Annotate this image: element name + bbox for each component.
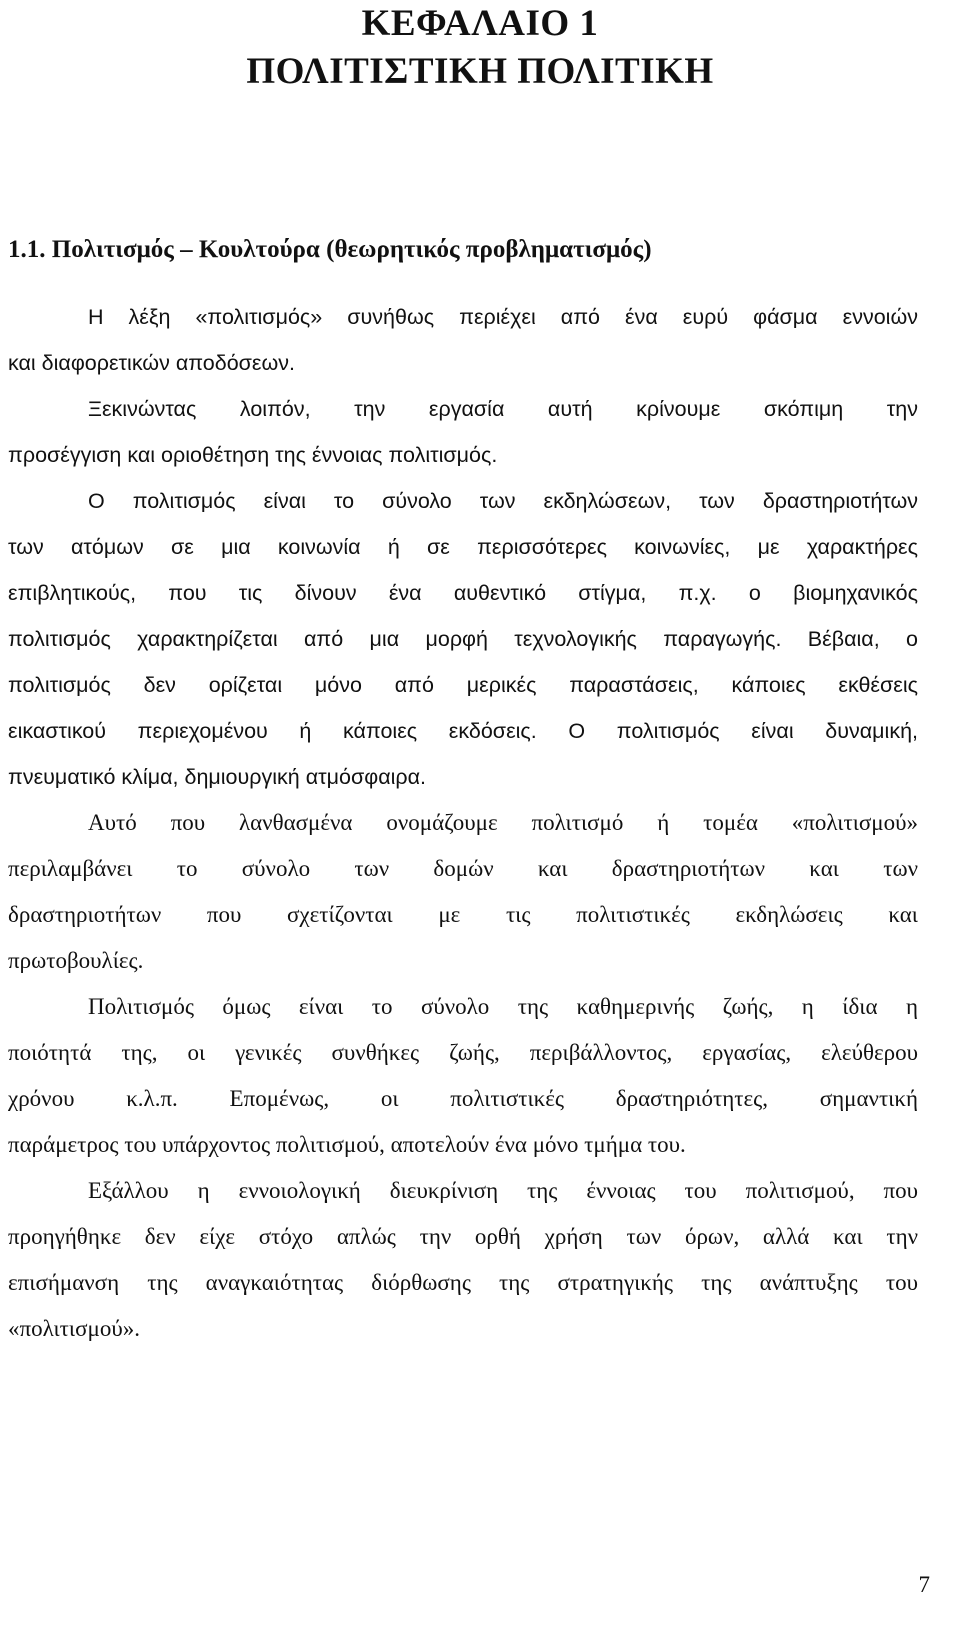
- paragraph-2: [8, 386, 918, 478]
- paragraph-line: προσέγγιση και οριοθέτηση της έννοιας πολιτισμός.: [8, 443, 498, 467]
- paragraph-line: πνευματικό κλίμα, δημιουργική ατμόσφαιρα.: [8, 765, 427, 789]
- paragraph-line: «πολιτισμού».: [8, 1316, 140, 1341]
- page-number: 7: [918, 1572, 930, 1597]
- paragraph-line: Πολιτισμός όμως είναι το σύνολο της καθημερινής ζωής, η ίδια η: [88, 994, 918, 1019]
- paragraph-line: Ο πολιτισμός είναι το σύνολο των εκδηλώσεων, των δραστηριοτήτων: [88, 489, 918, 513]
- paragraph-line: περιλαμβάνει το σύνολο των δομών και δραστηριοτήτων και των: [8, 856, 918, 881]
- paragraph-6: [8, 1168, 918, 1352]
- paragraph-line: εικαστικού περιεχομένου ή κάποιες εκδόσεις. Ο πολιτισμός είναι δυναμική,: [8, 719, 918, 743]
- paragraph-line: προηγήθηκε δεν είχε στόχο απλώς την ορθή χρήση των όρων, αλλά και την: [8, 1224, 918, 1249]
- paragraph-line: Η λέξη «πολιτισμός» συνήθως περιέχει από ένα ευρύ φάσμα εννοιών: [88, 305, 918, 329]
- paragraph-5: [8, 984, 918, 1168]
- paragraph-line: Αυτό που λανθασμένα ονομάζουμε πολιτισμό ή τομέα «πολιτισμού»: [88, 810, 918, 835]
- section-title: 1.1. Πολιτισμός – Κουλτούρα (θεωρητικός προβληματισμός): [8, 236, 652, 263]
- paragraph-line: των ατόμων σε μια κοινωνία ή σε περισσότερες κοινωνίες, με χαρακτήρες: [8, 535, 918, 559]
- paragraph-line: χρόνου κ.λ.π. Επομένως, οι πολιτιστικές δραστηριότητες, σημαντική: [8, 1086, 918, 1111]
- paragraph-line: πολιτισμός δεν ορίζεται μόνο από μερικές παραστάσεις, κάποιες εκθέσεις: [8, 673, 918, 697]
- paragraph-line: Ξεκινώντας λοιπόν, την εργασία αυτή κρίνουμε σκόπιμη την: [88, 397, 918, 421]
- paragraph-line: και διαφορετικών αποδόσεων.: [8, 351, 296, 375]
- paragraph-line: πολιτισμός χαρακτηρίζεται από μια μορφή τεχνολογικής παραγωγής. Βέβαια, ο: [8, 627, 918, 651]
- paragraph-line: επιβλητικούς, που τις δίνουν ένα αυθεντικό στίγμα, π.χ. ο βιομηχανικός: [8, 581, 918, 605]
- paragraph-4: [8, 800, 918, 984]
- paragraph-3: [8, 478, 918, 800]
- paragraph-line: επισήμανση της αναγκαιότητας διόρθωσης της στρατηγικής της ανάπτυξης του: [8, 1270, 918, 1295]
- paragraph-line: πρωτοβουλίες.: [8, 948, 144, 973]
- paragraph-1: [8, 294, 918, 386]
- chapter-number: ΚΕΦΑΛΑΙΟ 1: [361, 3, 599, 44]
- chapter-heading: [0, 0, 960, 96]
- body-text: [8, 294, 918, 1352]
- paragraph-line: Εξάλλου η εννοιολογική διευκρίνιση της έννοιας του πολιτισμού, που: [88, 1178, 918, 1203]
- paragraph-line: παράμετρος του υπάρχοντος πολιτισμού, αποτελούν ένα μόνο τμήμα του.: [8, 1132, 686, 1157]
- chapter-title: ΠΟΛΙΤΙΣΤΙΚΗ ΠΟΛΙΤΙΚΗ: [246, 51, 714, 92]
- paragraph-line: δραστηριοτήτων που σχετίζονται με τις πολιτιστικές εκδηλώσεις και: [8, 902, 918, 927]
- paragraph-line: ποιότητά της, οι γενικές συνθήκες ζωής, περιβάλλοντος, εργασίας, ελεύθερου: [8, 1040, 918, 1065]
